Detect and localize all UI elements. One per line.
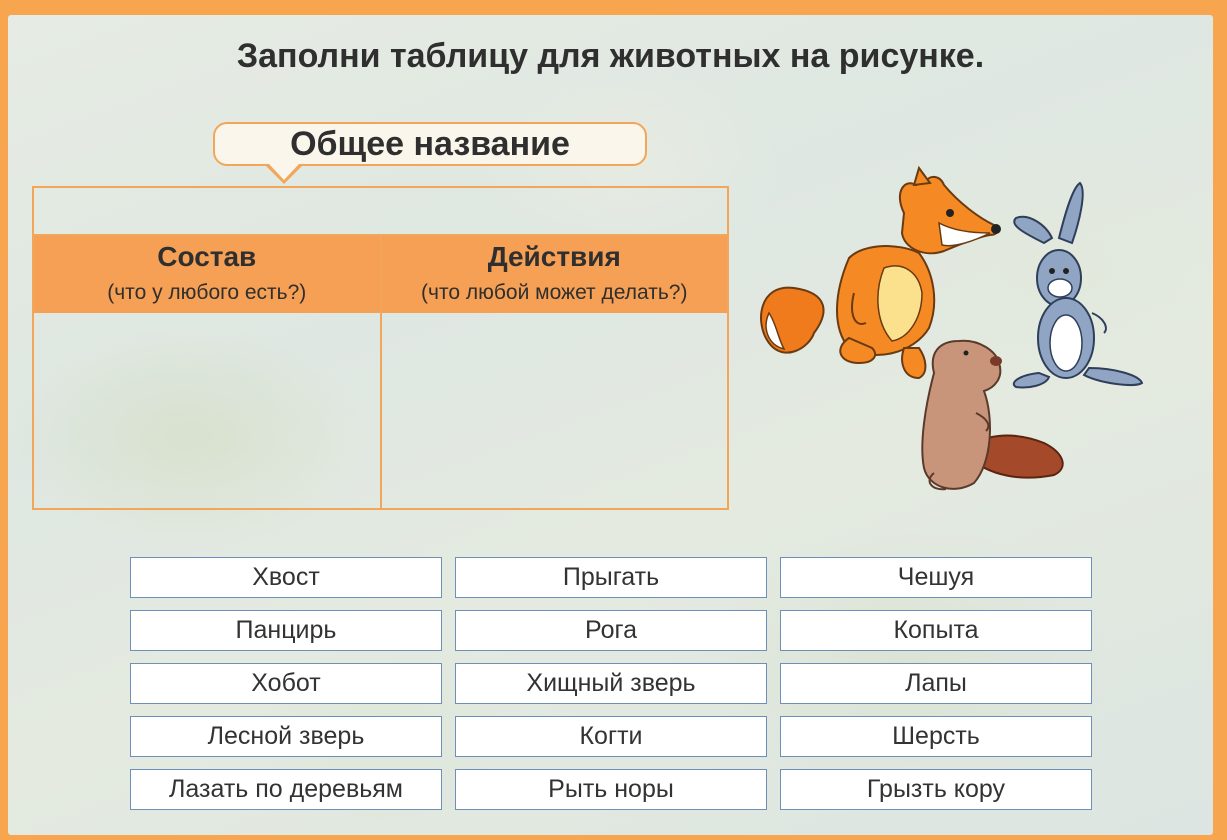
answer-option[interactable]: Когти xyxy=(455,716,767,757)
column-heading: Состав xyxy=(157,241,257,272)
column-heading: Действия xyxy=(487,241,621,272)
answer-option[interactable]: Грызть кору xyxy=(780,769,1092,810)
answer-options-grid xyxy=(130,557,1092,810)
column-header-actions xyxy=(382,236,728,313)
hare-illustration xyxy=(1014,183,1142,388)
column-subheading: (что любой может делать?) xyxy=(421,281,688,304)
answer-option[interactable]: Хищный зверь xyxy=(455,663,767,704)
classification-table xyxy=(32,186,729,510)
answer-option[interactable]: Рыть норы xyxy=(455,769,767,810)
page-title: Заполни таблицу для животных на рисунке. xyxy=(236,37,985,75)
answer-option[interactable]: Хобот xyxy=(130,663,442,704)
column-subheading: (что у любого есть?) xyxy=(107,281,307,304)
answer-option[interactable]: Панцирь xyxy=(130,610,442,651)
answer-option[interactable]: Лесной зверь xyxy=(130,716,442,757)
answer-option[interactable]: Лапы xyxy=(780,663,1092,704)
bubble-tail-inner xyxy=(269,164,299,180)
answer-option[interactable]: Лазать по деревьям xyxy=(130,769,442,810)
mole-illustration xyxy=(922,341,1062,489)
actions-dropzone[interactable] xyxy=(382,313,728,508)
answer-option[interactable]: Прыгать xyxy=(455,557,767,598)
answer-option[interactable]: Копыта xyxy=(780,610,1092,651)
worksheet-frame xyxy=(8,15,1213,835)
column-header-composition xyxy=(34,236,380,313)
composition-dropzone[interactable] xyxy=(34,313,380,508)
column-actions xyxy=(380,236,728,508)
common-name-bubble: Общее название xyxy=(213,122,647,166)
answer-option[interactable]: Шерсть xyxy=(780,716,1092,757)
column-composition xyxy=(34,236,380,508)
answer-option[interactable]: Рога xyxy=(455,610,767,651)
common-name-dropzone[interactable] xyxy=(34,188,727,236)
answer-option[interactable]: Хвост xyxy=(130,557,442,598)
answer-option[interactable]: Чешуя xyxy=(780,557,1092,598)
animals-illustration xyxy=(754,163,1144,493)
